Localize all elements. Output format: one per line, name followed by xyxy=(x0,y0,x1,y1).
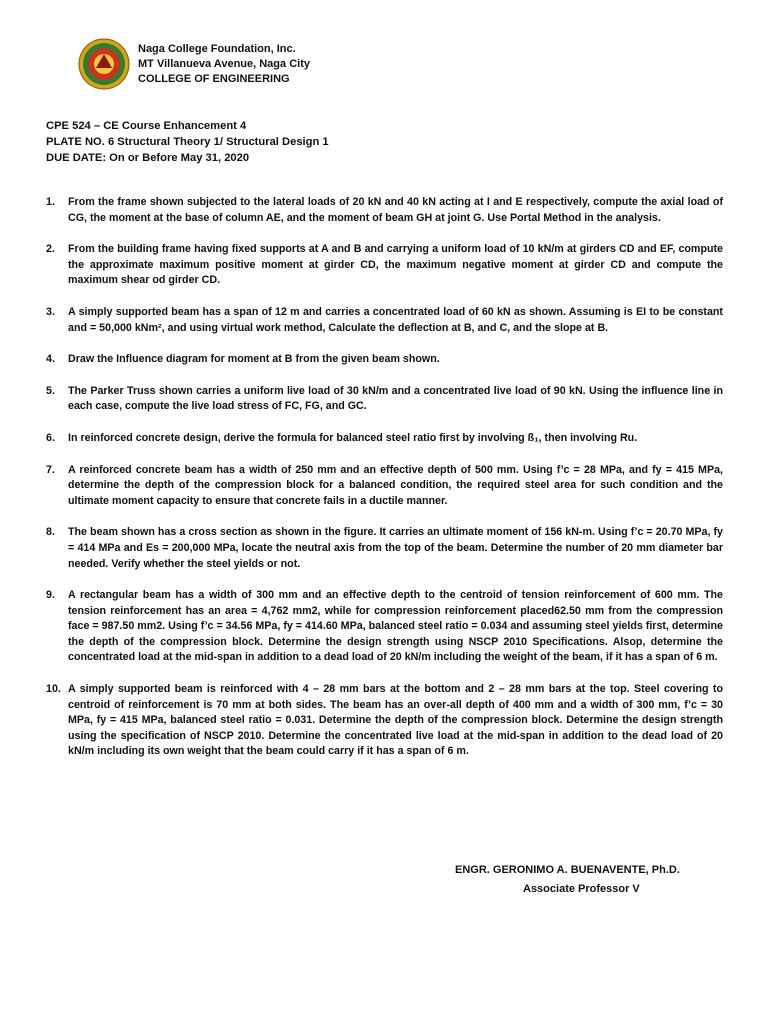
question-number: 2. xyxy=(46,243,55,256)
plate-title: PLATE NO. 6 Structural Theory 1/ Structural Design 1 xyxy=(46,136,329,148)
question-number: 7. xyxy=(46,463,55,476)
question-text: A simply supported beam has a span of 12 m and carries a concentrated load of 60 kN as shown. Assuming is EI to be constant and = 50,000 kNm², and using virtual work method, Calculate the deflection at B, and C, and the slope at B. xyxy=(68,305,723,334)
signatory-name: ENGR. GERONIMO A. BUENAVENTE, Ph.D. xyxy=(455,864,680,876)
question-number: 8. xyxy=(46,526,55,539)
letterhead-text xyxy=(138,42,310,87)
question-list xyxy=(46,195,723,760)
question-item xyxy=(46,682,723,760)
question-item xyxy=(46,431,723,447)
question-text: From the frame shown subjected to the lateral loads of 20 kN and 40 kN acting at I and E respectively, compute the axial load of CG, the moment at the base of column AE, and the moment of beam GH at joint G. Use Portal Method in the analysis. xyxy=(68,196,723,224)
due-date: DUE DATE: On or Before May 31, 2020 xyxy=(46,152,250,164)
college-seal-icon xyxy=(78,38,130,90)
question-item xyxy=(46,384,723,415)
question-item xyxy=(46,195,723,226)
question-item xyxy=(46,463,723,510)
org-name: Naga College Foundation, Inc. xyxy=(138,42,296,55)
question-number: 9. xyxy=(46,589,55,602)
question-text: A rectangular beam has a width of 300 mm and an effective depth to the centroid of tension reinforcement of 600 mm. The tension reinforcement has an area = 4,762 mm2, while for compression reinforcement placed62.50 mm from the compression face = 987.50 mm2. Using f’c = 34.56 MPa, fy = 414.60 MPa, balanced steel ratio = 0.034 and assuming steel yields first, determine the depth of the compression block. Determine the design strength using NSCP 2010 Specifications. Alsop, determine the concentrated load at the mid-span in addition to a dead load of 20 kN/m including the weight of the beam, if it has a span of 6 m. xyxy=(68,589,723,664)
question-item xyxy=(46,588,723,666)
signatory-title: Associate Professor V xyxy=(523,883,640,895)
question-item xyxy=(46,305,723,336)
question-text: A reinforced concrete beam has a width of 250 mm and an effective depth of 500 mm. Using f’c = 28 MPa, and fy = 415 MPa, determine the depth of the compression block for a balanced condition, the required steel area for such condition and the ultimate moment capacity to ensure that concrete fails in a ductile manner. xyxy=(68,463,723,507)
question-text: A simply supported beam is reinforced with 4 – 28 mm bars at the bottom and 2 – 28 mm bars at the top. Steel covering to centroid of reinforcement is 70 mm at both sides. The beam has an over-all depth of 400 mm and a width of 300 mm, f’c = 30 MPa, fy = 415 MPa, balanced steel ratio = 0.031. Determine the depth of the compression block. Determine the design strength using the specification of NSCP 2010. Determine the concentrated live load at the mid-span in addition to the dead load of 20 kN/m including its own weight that the beam could carry if it has a span of 6 m. xyxy=(68,683,723,758)
question-number: 4. xyxy=(46,353,55,366)
college-name: COLLEGE OF ENGINEERING xyxy=(138,72,290,85)
question-text: In reinforced concrete design, derive the formula for balanced steel ratio first by involving ß₁, then involving Ru. xyxy=(68,431,638,444)
question-item xyxy=(46,242,723,289)
question-number: 3. xyxy=(46,305,55,318)
question-number: 10. xyxy=(46,683,61,696)
org-address: MT Villanueva Avenue, Naga City xyxy=(138,57,310,70)
question-text: The Parker Truss shown carries a uniform live load of 30 kN/m and a concentrated live load of 90 kN. Using the influence line in each case, compute the live load stress of FC, FG, and GC. xyxy=(68,384,723,413)
question-item xyxy=(46,352,723,368)
course-info xyxy=(46,118,329,166)
course-title: CPE 524 – CE Course Enhancement 4 xyxy=(46,120,247,132)
question-text: The beam shown has a cross section as shown in the figure. It carries an ultimate moment of 156 kN-m. Using f’c = 20.70 MPa, fy = 414 MPa and Es = 200,000 MPa, locate the neutral axis from the top of the beam. Determine the number of 20 mm diameter bar needed. Verify whether the steel yields or not. xyxy=(68,526,723,570)
letterhead xyxy=(78,38,310,90)
question-number: 6. xyxy=(46,431,55,444)
question-text: From the building frame having fixed supports at A and B and carrying a uniform load of 10 kN/m at girders CD and EF, compute the approximate maximum positive moment at girder CD, the maximum negative moment at girder CD and compute the maximum shear od girder CD. xyxy=(68,243,723,287)
question-item xyxy=(46,525,723,572)
question-number: 5. xyxy=(46,384,55,397)
question-number: 1. xyxy=(46,196,55,208)
question-text: Draw the Influence diagram for moment at B from the given beam shown. xyxy=(68,353,440,366)
